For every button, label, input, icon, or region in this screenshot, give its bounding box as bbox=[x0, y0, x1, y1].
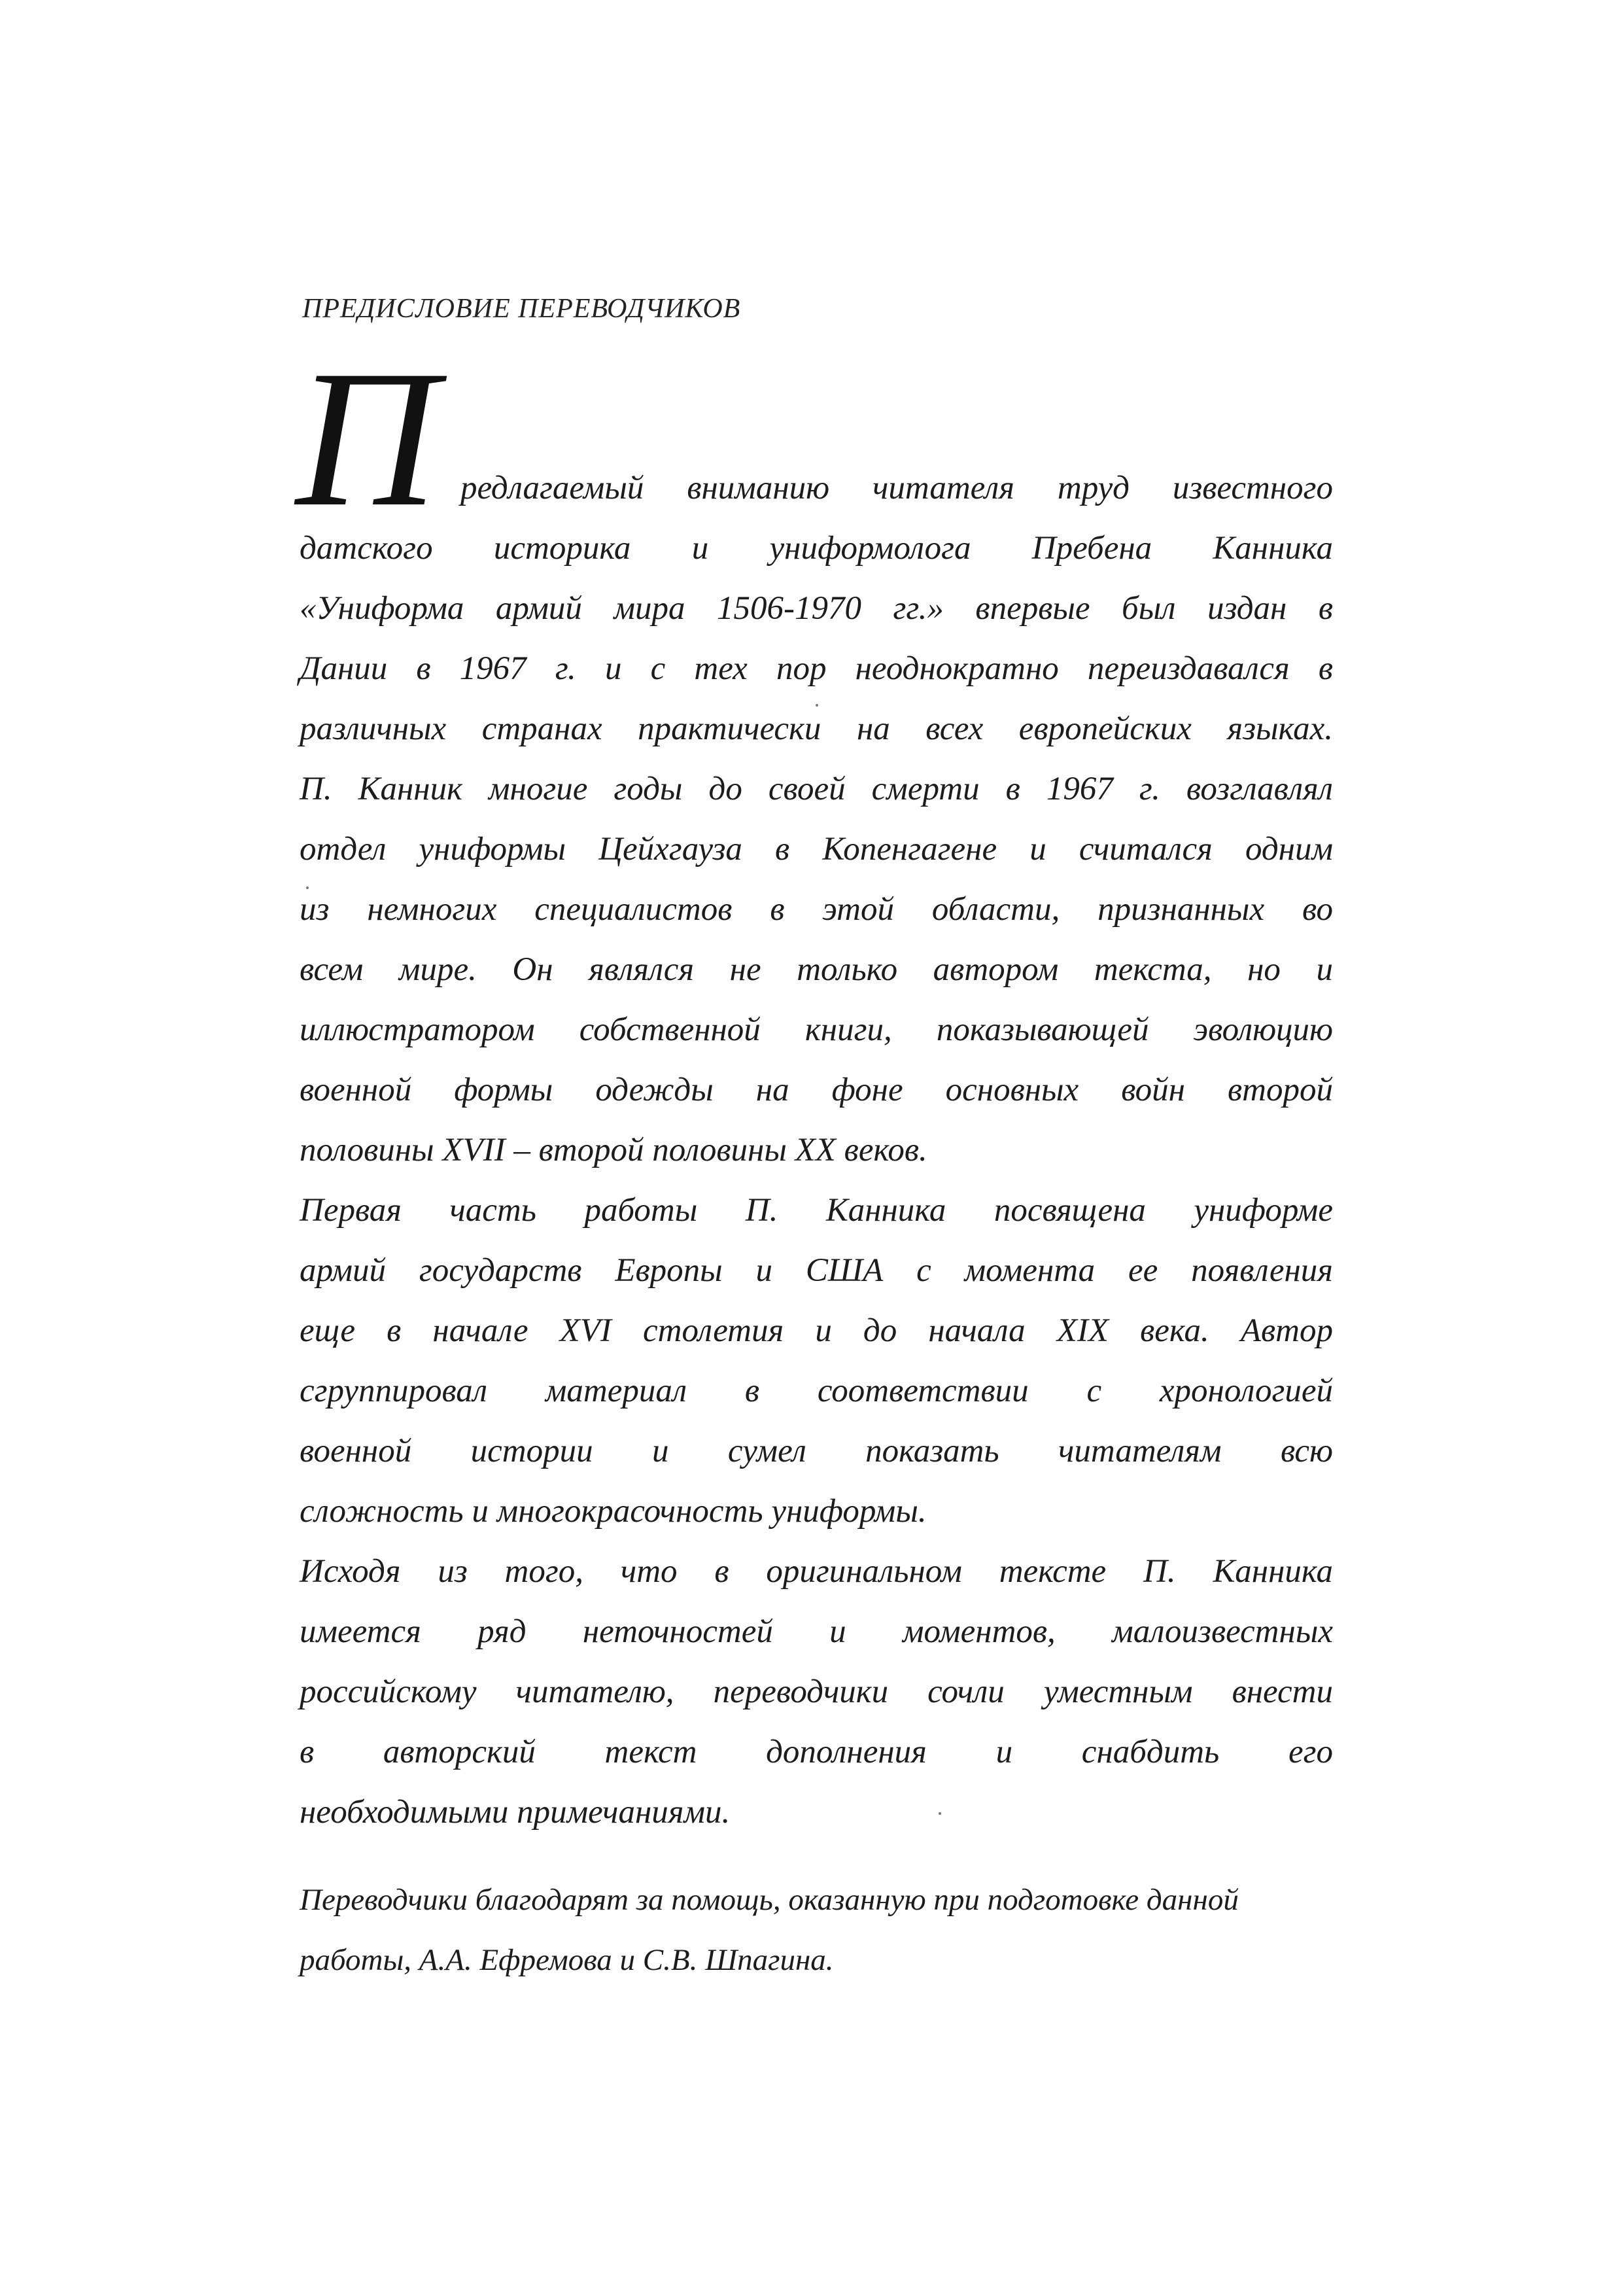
paragraph-3 bbox=[300, 1541, 1333, 1842]
paragraph-2 bbox=[300, 1180, 1333, 1541]
paragraph-1 bbox=[300, 458, 1333, 1180]
text-line: российскому читателю, переводчики сочли уместным внести bbox=[300, 1673, 1333, 1710]
text-line: Исходя из того, что в оригинальном тексте П. Канника bbox=[300, 1553, 1333, 1590]
text-line: редлагаемый вниманию читателя труд известного bbox=[460, 470, 1333, 506]
preface-body bbox=[300, 458, 1333, 1842]
text-line: имеется ряд неточностей и моментов, малоизвестных bbox=[300, 1613, 1333, 1650]
text-line: различных странах практически на всех европейских языках. bbox=[300, 710, 1333, 747]
text-line: «Униформа армий мира 1506-1970 гг.» впервые был издан в bbox=[300, 590, 1333, 627]
text-line: военной формы одежды на фоне основных войн второй bbox=[300, 1072, 1333, 1108]
acknowledgement-line: Переводчики благодарят за помощь, оказанную при подготовке данной bbox=[300, 1883, 1239, 1917]
text-line: из немногих специалистов в этой области, признанных во bbox=[300, 891, 1333, 928]
text-line: необходимыми примечаниями. bbox=[300, 1794, 731, 1831]
text-line: П. Канник многие годы до своей смерти в 1967 г. возглавлял bbox=[300, 771, 1333, 807]
text-line: сгруппировал материал в соответствии с хронологией bbox=[300, 1373, 1333, 1409]
text-line: отдел униформы Цейхгауза в Копенгагене и считался одним bbox=[300, 831, 1333, 867]
text-line: сложность и многокрасочность униформы. bbox=[300, 1493, 927, 1530]
text-line: в авторский текст дополнения и снабдить его bbox=[300, 1734, 1333, 1770]
text-line: Первая часть работы П. Канника посвящена униформе bbox=[300, 1192, 1333, 1229]
scan-speck bbox=[939, 1812, 941, 1815]
text-line: половины XVII – второй половины XX веков. bbox=[300, 1132, 927, 1168]
text-line: всем мире. Он являлся не только автором текста, но и bbox=[300, 951, 1333, 988]
text-line: армий государств Европы и США с момента ее появления bbox=[300, 1252, 1333, 1289]
text-line: военной истории и сумел показать читателям всю bbox=[300, 1433, 1333, 1469]
scan-speck bbox=[816, 704, 818, 707]
acknowledgement-line: работы, А.А. Ефремова и С.В. Шпагина. bbox=[300, 1943, 834, 1977]
page-heading: ПРЕДИСЛОВИЕ ПЕРЕВОДЧИКОВ bbox=[302, 294, 741, 324]
text-line: Дании в 1967 г. и с тех пор неоднократно переиздавался в bbox=[300, 650, 1333, 687]
drop-cap-letter: П bbox=[296, 330, 438, 547]
scan-speck bbox=[306, 886, 309, 889]
text-line: еще в начале XVI столетия и до начала XIX века. Автор bbox=[300, 1312, 1333, 1349]
text-line: датского историка и униформолога Пребена Канника bbox=[300, 530, 1333, 567]
text-line: иллюстратором собственной книги, показывающей эволюцию bbox=[300, 1011, 1333, 1048]
acknowledgement bbox=[300, 1870, 1333, 1990]
